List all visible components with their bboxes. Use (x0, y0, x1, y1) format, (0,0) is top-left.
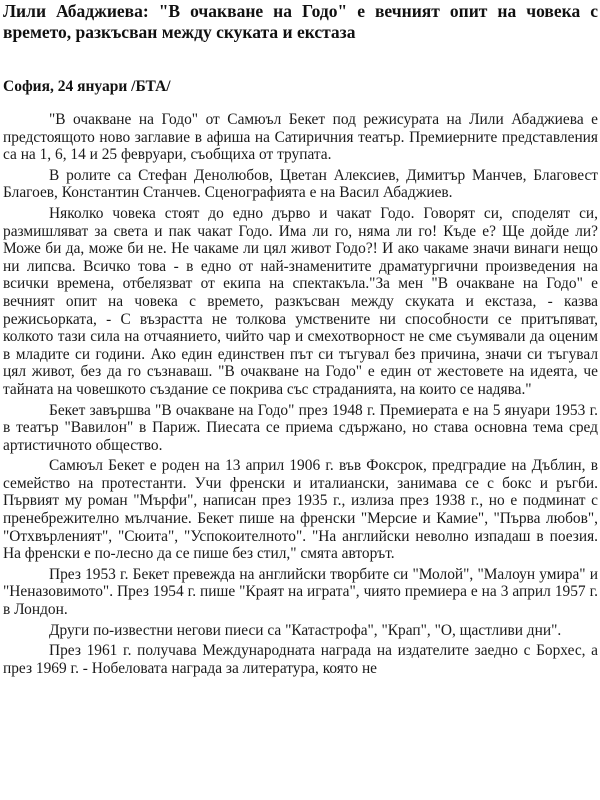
paragraph: "В очакване на Годо" от Самюъл Бекет под режисурата на Лили Абаджиева е предстоящото ново заглавие в афиша на Сатиричния театър. Премиерните представления са на 1, 6, 14 и 25 февруари, съобщиха от трупата. (3, 111, 598, 164)
paragraph: През 1953 г. Бекет превежда на английски творбите си "Молой", "Малоун умира" и "Неназовимото". През 1954 г. пише "Краят на играта", чиято премиера е на 3 април 1957 г. в Лондон. (3, 565, 598, 619)
article-dateline: София, 24 януари /БТА/ (3, 78, 171, 95)
paragraph: През 1961 г. получава Международната награда на издателите заедно с Борхес, а през 1969 г. - Нобеловата награда за литература, която не (3, 642, 598, 677)
article-title: Лили Абаджиева: "В очакване на Годо" е вечният опит на човека с времето, разкъсван между скуката и екстаза (3, 1, 598, 42)
document-page (3, 0, 598, 680)
paragraph: Бекет завършва "В очакване на Годо" през 1948 г. Премиерата е на 5 януари 1953 г. в театър "Вавилон" в Париж. Пиесата се приема сдържано, но става основна тема сред артистичното общество. (3, 401, 598, 454)
paragraph: В ролите са Стефан Денолюбов, Цветан Алексиев, Димитър Манчев, Благовест Благоев, Константин Станчев. Сценографията е на Васил Абаджиев. (3, 166, 598, 202)
article-body (3, 111, 598, 677)
paragraph: Самюъл Бекет е роден на 13 април 1906 г. във Фоксрок, предградие на Дъблин, в семейство на протестанти. Учи френски и италиански, занимава се с бокс и ръгби. Първият му роман "Мърфи", написан през 1935 г., излиза през 1938 г., но е подминат с пренебрежително мълчание. Бекет пише на френски "Мерсие и Камие", "Първа любов", "Отхвърленият", "Сюита", "Успокоителното". "На английски неволно изпадаш в поезия. На френски е по-лесно да се пише без стил," смята авторът. (3, 457, 598, 563)
paragraph: Други по-известни негови пиеси са "Катастрофа", "Крап", "О, щастливи дни". (49, 621, 562, 639)
paragraph: Няколко човека стоят до едно дърво и чакат Годо. Говорят си, споделят си, размишляват за света и пак чакат Годо. Има ли го, няма ли го! Къде е? Ще дойде ли? Може би да, може би не. Не чакаме ли цял живот Годо?! И ако чакаме значи винаги нещо ни липсва. Всичко това - в едно от най-знаменитите драматургични произведения на всички времена, отбелязват от екипа на спектакъла."За мен "В очакване на Годо" е вечният опит на човека с времето, разкъсван между скуката и екстаза, - казва режисьорката, - С възрастта не толкова умствените ни способности се притъпяват, колкото тази сила на отчаянието, чийто чар и смехотворност не сме съумявали да оценим в младите си години. Ако един единствен път си тъгувал без причина, значи си тъгувал цял живот, без да го съзнаваш. "В очакване на Годо" е един от жестовете на идеята, че тайната на човешкото създание се покрива със страданията, на които се надява." (3, 204, 598, 398)
